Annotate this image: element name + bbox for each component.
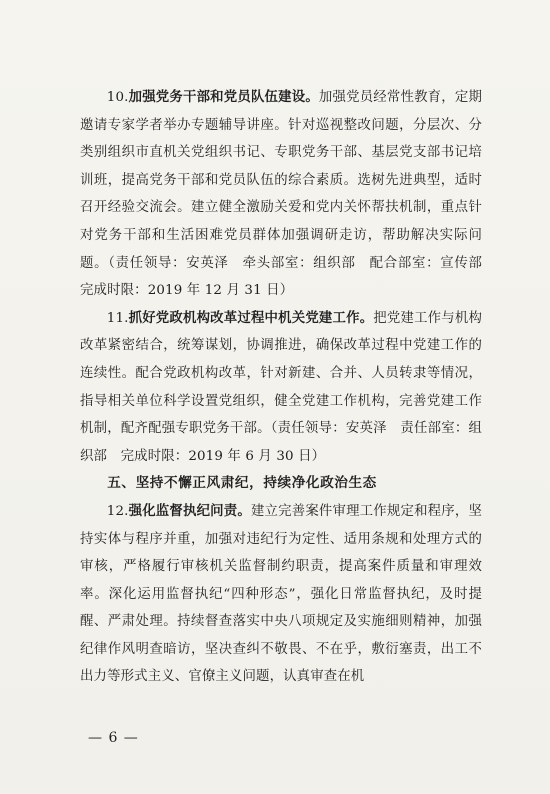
item-10-number: 10.	[106, 90, 129, 105]
item-12-number: 12.	[106, 503, 129, 519]
item-11-title: 抓好党政机构改革过程中机关党建工作。	[128, 309, 374, 326]
item-12-title: 强化监督执纪问责。	[128, 502, 251, 519]
paragraph-item-12	[80, 498, 482, 691]
paragraph-item-11	[80, 305, 482, 471]
paragraph-item-10	[80, 84, 496, 305]
item-11-body: 把党建工作与机构改革紧密结合，统筹谋划，协调推进，确保改革过程中党建工作的连续性。配合党政机构改革，针对新建、合并、人员转隶等情况，指导相关单位科学设置党组织，健全党建工作机构，完善党建工作机制，配齐配强专职党务干部。（责任领导：安英泽 责任部室：组织部 完成时限：2019 年 6 月 30 日）	[80, 310, 482, 464]
section-5-heading: 五、坚持不懈正风肃纪，持续净化政治生态	[107, 475, 377, 492]
document-body	[80, 84, 496, 691]
page-number: — 6 —	[88, 730, 139, 746]
item-11-number: 11.	[106, 310, 129, 326]
item-10-title: 加强党务干部和党员队伍建设。	[128, 89, 319, 105]
item-10-body: 加强党员经常性教育，定期邀请专家学者举办专题辅导讲座。针对巡视整改问题，分层次、分类别组织市直机关党组织书记、专职党务干部、基层党支部书记培训班，提高党务干部和党员队伍的综合素质。选树先进典型，适时召开经验交流会。建立健全激励关爱和党内关怀帮扶机制，重点针对党务干部和生活困难党员群体加强调研走访，帮助解决实际问题。（责任领导：安英泽 牵头部室：组织部 配合部室：宣传部 完成时限：2019 年 12 月 31 日）	[80, 90, 496, 299]
item-12-body: 建立完善案件审理工作规定和程序，坚持实体与程序并重，加强对违纪行为定性、适用条规和处理方式的审核，严格履行审核机关监督制约职责，提高案件质量和审理效率。深化运用监督执纪“四种形态”，强化日常监督执纪，及时提醒、严肃处理。持续督查落实中央八项规定及实施细则精神，加强纪律作风明查暗访，坚决查纠不敬畏、不在乎，敷衍塞责，出工不出力等形式主义、官僚主义问题，认真审查在机	[80, 503, 482, 685]
